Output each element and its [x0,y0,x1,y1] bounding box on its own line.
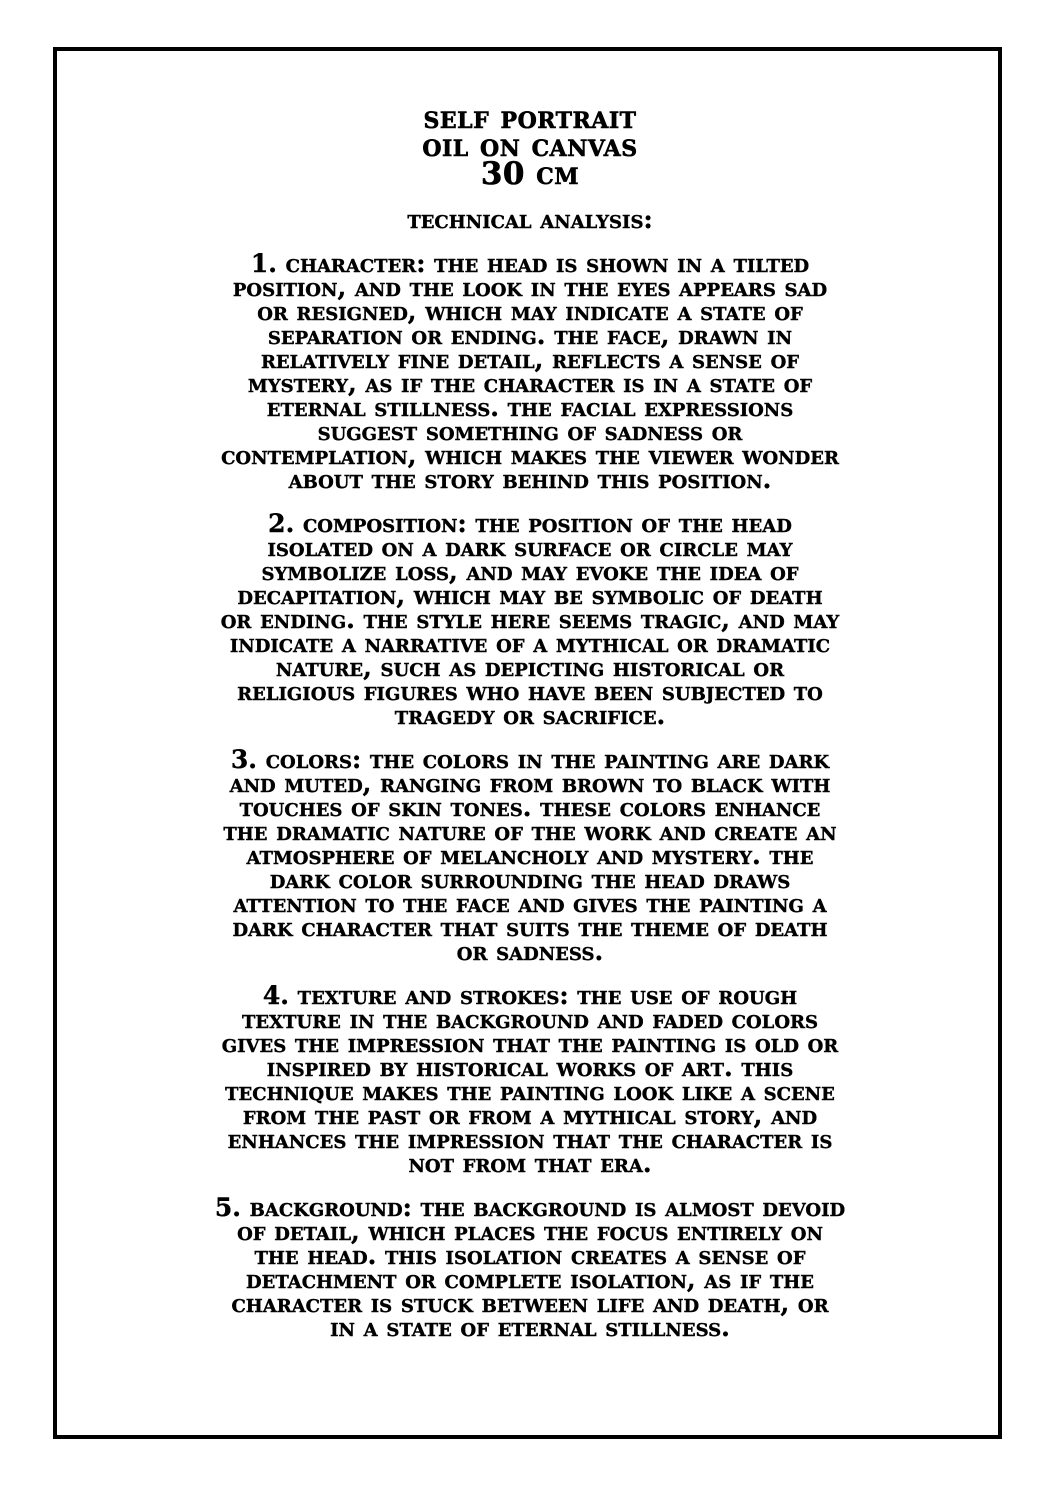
paragraph-line: suggest something of sadness or [317,417,743,446]
paragraph-line: enhances the impression that the character is [227,1125,833,1154]
analysis-sections [105,249,955,1342]
paragraph-line: 2. composition: the position of the head [268,509,792,538]
paragraph-line: 1. character: the head is shown in a tilted [250,249,810,278]
paragraph-line: from the past or from a mythical story, and [242,1101,818,1130]
paragraph-line: the dramatic nature of the work and create an [223,817,837,846]
artwork-size: 30 cm [480,156,580,192]
title-block [105,100,955,192]
paragraph-line: atmosphere of melancholy and mystery. the [246,841,814,870]
paragraph-line: about the story behind this position. [288,465,772,494]
artwork-medium: oil on canvas [422,128,638,164]
paragraph-line: symbolize loss, and may evoke the idea of [261,557,799,586]
paragraph-line: separation or ending. the face, drawn in [267,321,793,350]
paragraph-line: attention to the face and gives the painting a [233,889,827,918]
analysis-paragraph-1 [105,249,955,494]
paragraph-line: character is stuck between life and death, or [231,1289,829,1318]
paragraph-line: 4. texture and strokes: the use of rough [262,981,798,1010]
paragraph-line: nature, such as depicting historical or [275,653,785,682]
paragraph-line: eternal stillness. the facial expressions [266,393,794,422]
paragraph-line: 3. colors: the colors in the painting are dark [230,745,830,774]
paragraph-line: decapitation, which may be symbolic of death [237,581,823,610]
document-content [105,100,955,1342]
paragraph-line: the head. this isolation creates a sense of [254,1241,806,1270]
paragraph-line: or resigned, which may indicate a state of [257,297,803,326]
paragraph-line: dark color surrounding the head draws [269,865,791,894]
paragraph-line: relatively fine detail, reflects a sense of [260,345,800,374]
analysis-paragraph-4 [105,981,955,1178]
paragraph-line: and muted, ranging from brown to black with [229,769,831,798]
paragraph-line: touches of skin tones. these colors enhance [239,793,821,822]
paragraph-line: dark character that suits the theme of death [232,913,828,942]
paragraph-line: texture in the background and faded colors [242,1005,818,1034]
paragraph-line: of detail, which places the focus entirely on [237,1217,823,1246]
paragraph-line: isolated on a dark surface or circle may [267,533,793,562]
paragraph-line: in a state of eternal stillness. [330,1313,730,1342]
paragraph-line: mystery, as if the character is in a state of [247,369,813,398]
paragraph-line: or ending. the style here seems tragic, and may [220,605,840,634]
paragraph-line: inspired by historical works of art. this [266,1053,794,1082]
paragraph-line: technique makes the painting look like a scene [225,1077,835,1106]
paragraph-line: or sadness. [456,937,604,966]
paragraph-line: detachment or complete isolation, as if the [245,1265,815,1294]
paragraph-line: 5. background: the background is almost devoid [214,1193,846,1222]
paragraph-line: position, and the look in the eyes appears sad [232,273,828,302]
artwork-title: self portrait [423,100,637,136]
section-heading: technical analysis: [407,205,653,234]
paragraph-line: religious figures who have been subjected to [237,677,823,706]
paragraph-line: not from that era. [408,1149,652,1178]
paragraph-line: indicate a narrative of a mythical or dramatic [229,629,831,658]
paragraph-line: tragedy or sacrifice. [394,701,666,730]
analysis-paragraph-5 [105,1193,955,1342]
analysis-paragraph-3 [105,745,955,966]
analysis-paragraph-2 [105,509,955,730]
paragraph-line: gives the impression that the painting is old or [221,1029,839,1058]
paragraph-line: contemplation, which makes the viewer wonder [221,441,839,470]
